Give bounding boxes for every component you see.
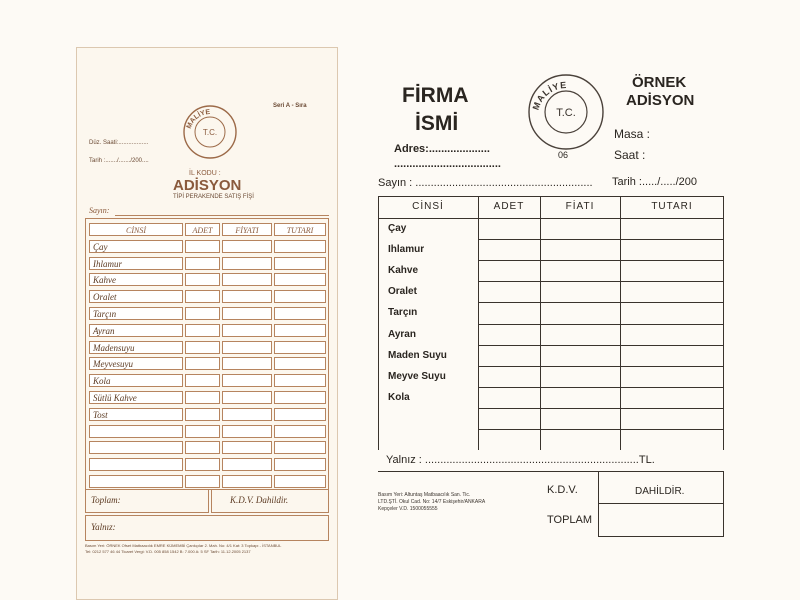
masa-field: Masa : bbox=[614, 127, 651, 141]
right-items-table bbox=[378, 196, 724, 450]
left-item-label: Tost bbox=[93, 409, 108, 420]
form-title: ADİSYON bbox=[173, 177, 242, 194]
left-item-cell bbox=[89, 341, 183, 354]
right-item-label: Maden Suyu bbox=[388, 349, 447, 361]
left-value-cell bbox=[274, 273, 326, 286]
seri-label: Seri A - Sıra bbox=[273, 103, 307, 109]
kdv-label: K.D.V. Dahildir. bbox=[230, 495, 289, 505]
adisyon-label: ADİSYON bbox=[626, 92, 695, 109]
printer-footer-line2: LTD.ŞTİ. Okul Cad. No: 14/7 Eskişehir/ANKARA bbox=[378, 499, 486, 505]
left-item-cell bbox=[89, 357, 183, 370]
kdv-label: K.D.V. bbox=[547, 484, 578, 496]
left-value-cell bbox=[274, 307, 326, 320]
adres-field: Adres:.................... bbox=[394, 143, 490, 155]
printer-footer-line1: Basım Yeri: ÖRNEK Ofset Matbaacılık EMRE KÜMEMBİ Çarıkçılar 2. Mah. No: 4/1 Kat: 3 Topkapı - İSTANBUL bbox=[85, 543, 282, 548]
ministry-seal bbox=[526, 72, 606, 152]
table-border-left bbox=[378, 196, 379, 450]
left-item-cell bbox=[89, 240, 183, 253]
left-item-cell bbox=[89, 290, 183, 303]
totals-box bbox=[598, 471, 724, 537]
form-subtitle: TİPİ PERAKENDE SATIŞ FİŞİ bbox=[173, 194, 254, 200]
kdv-box bbox=[211, 489, 329, 513]
left-item-label: Oralet bbox=[93, 292, 117, 303]
left-value-cell bbox=[274, 391, 326, 404]
left-value-cell bbox=[185, 391, 220, 404]
left-header-label: ADET bbox=[192, 226, 213, 235]
ministry-seal bbox=[182, 104, 238, 160]
yalniz-field: Yalnız : ......................................................................TL. bbox=[386, 454, 655, 466]
printer-footer bbox=[378, 492, 558, 532]
left-value-cell bbox=[274, 441, 326, 454]
left-header-label: CİNSİ bbox=[126, 226, 146, 235]
left-header-label: FİYATI bbox=[235, 226, 259, 235]
left-value-cell bbox=[185, 324, 220, 337]
left-header-cell bbox=[274, 223, 326, 236]
left-value-cell bbox=[274, 240, 326, 253]
left-value-cell bbox=[185, 257, 220, 270]
left-value-cell bbox=[222, 374, 272, 387]
yalniz-box bbox=[85, 515, 329, 541]
table-border-top bbox=[378, 196, 724, 197]
row-divider bbox=[478, 281, 724, 282]
left-header-cell bbox=[185, 223, 220, 236]
row-divider bbox=[478, 239, 724, 240]
left-value-cell bbox=[222, 357, 272, 370]
left-value-cell bbox=[222, 324, 272, 337]
right-item-label: Tarçın bbox=[388, 307, 418, 319]
left-item-cell bbox=[89, 374, 183, 387]
toplam-label: Toplam: bbox=[91, 495, 121, 505]
right-item-label: Ayran bbox=[388, 328, 416, 340]
left-value-cell bbox=[222, 290, 272, 303]
left-item-label: Kahve bbox=[93, 275, 116, 286]
il-kodu-label: İL KODU : bbox=[189, 170, 221, 177]
duz-saat-field: Düz. Saati:.................. bbox=[89, 140, 149, 146]
left-value-cell bbox=[222, 341, 272, 354]
left-item-cell bbox=[89, 307, 183, 320]
row-divider bbox=[478, 408, 724, 409]
left-value-cell bbox=[185, 357, 220, 370]
printer-footer bbox=[85, 543, 329, 569]
left-value-cell bbox=[222, 458, 272, 471]
printer-footer-line3: Kepçeler V.D. 1500055555 bbox=[378, 506, 438, 512]
sayin-field: Sayın : .......................................................... bbox=[378, 177, 593, 189]
left-item-cell bbox=[89, 391, 183, 404]
left-value-cell bbox=[274, 357, 326, 370]
left-item-cell bbox=[89, 324, 183, 337]
header-divider bbox=[378, 218, 724, 219]
dahildir-label: DAHİLDİR. bbox=[635, 486, 685, 497]
left-value-cell bbox=[222, 240, 272, 253]
right-item-label: Kahve bbox=[388, 265, 419, 277]
left-item-label: Madensuyu bbox=[93, 342, 135, 353]
left-value-cell bbox=[274, 290, 326, 303]
left-header-label: TUTARI bbox=[286, 226, 314, 235]
left-item-cell bbox=[89, 257, 183, 270]
left-item-cell bbox=[89, 458, 183, 471]
left-value-cell bbox=[274, 341, 326, 354]
left-value-cell bbox=[185, 374, 220, 387]
printer-footer-line2: Tel: 0212 577 46 44 Ticaret Vergi: V.D. 005 858 1542 B: 7.000 A: 5 SF Tarih: 11.12.2005 2137 bbox=[85, 549, 251, 554]
right-header-label: TUTARI bbox=[651, 201, 693, 212]
left-item-cell bbox=[89, 273, 183, 286]
left-item-label: Kola bbox=[93, 376, 111, 387]
left-value-cell bbox=[185, 475, 220, 488]
left-item-label: Sütlü Kahve bbox=[93, 393, 137, 403]
left-value-cell bbox=[185, 441, 220, 454]
svg-text:T.C.: T.C. bbox=[202, 128, 218, 137]
left-value-cell bbox=[274, 475, 326, 488]
sayin-label: Sayın: bbox=[89, 206, 110, 215]
left-value-cell bbox=[222, 307, 272, 320]
tarih-field: Tarih :...../...../200 bbox=[612, 176, 697, 188]
left-value-cell bbox=[222, 257, 272, 270]
left-item-cell bbox=[89, 408, 183, 421]
left-value-cell bbox=[185, 273, 220, 286]
right-receipt-form bbox=[352, 60, 752, 550]
left-header-cell bbox=[222, 223, 272, 236]
left-value-cell bbox=[222, 441, 272, 454]
yalniz-label: Yalnız: bbox=[91, 522, 116, 532]
left-value-cell bbox=[274, 257, 326, 270]
left-item-label: Ihlamur bbox=[93, 258, 122, 269]
left-value-cell bbox=[185, 307, 220, 320]
left-value-cell bbox=[185, 458, 220, 471]
svg-text:T.C.: T.C. bbox=[556, 107, 576, 119]
saat-field: Saat : bbox=[614, 148, 646, 162]
adres-field-line2: ................................... bbox=[394, 158, 501, 170]
seal-code: 06 bbox=[558, 150, 569, 160]
row-divider bbox=[478, 345, 724, 346]
row-divider bbox=[478, 366, 724, 367]
left-value-cell bbox=[222, 425, 272, 438]
right-header-label: CİNSİ bbox=[412, 201, 444, 212]
totals-divider bbox=[599, 503, 723, 504]
left-item-cell bbox=[89, 425, 183, 438]
left-value-cell bbox=[185, 408, 220, 421]
left-value-cell bbox=[222, 475, 272, 488]
right-header-label: FİATI bbox=[565, 201, 595, 212]
left-value-cell bbox=[222, 391, 272, 404]
left-header-cell bbox=[89, 223, 183, 236]
toplam-label: TOPLAM bbox=[547, 514, 593, 526]
right-header-label: ADET bbox=[493, 201, 525, 212]
row-divider bbox=[478, 260, 724, 261]
left-item-label: Ayran bbox=[93, 325, 115, 336]
right-item-label: Oralet bbox=[388, 286, 417, 298]
left-receipt-form bbox=[76, 47, 338, 600]
left-value-cell bbox=[185, 341, 220, 354]
left-value-cell bbox=[274, 425, 326, 438]
left-value-cell bbox=[185, 425, 220, 438]
left-item-cell bbox=[89, 441, 183, 454]
row-divider bbox=[478, 429, 724, 430]
sayin-line bbox=[115, 215, 329, 216]
row-divider bbox=[478, 302, 724, 303]
printer-footer-line1: Basım Yeri: Altuntaş Matbaacılık San. Tic. bbox=[378, 492, 471, 498]
right-item-label: Ihlamur bbox=[388, 244, 425, 256]
left-item-cell bbox=[89, 475, 183, 488]
right-item-label: Çay bbox=[388, 223, 407, 234]
left-value-cell bbox=[185, 290, 220, 303]
row-divider bbox=[478, 324, 724, 325]
firma-label: FİRMA bbox=[402, 84, 469, 107]
left-value-cell bbox=[274, 324, 326, 337]
svg-text:MALİYE: MALİYE bbox=[185, 108, 211, 130]
left-value-cell bbox=[222, 408, 272, 421]
left-item-label: Tarçın bbox=[93, 309, 117, 319]
svg-text:MALİYE: MALİYE bbox=[530, 79, 568, 112]
left-value-cell bbox=[274, 374, 326, 387]
left-item-label: Meyvesuyu bbox=[93, 359, 133, 370]
left-items-table bbox=[85, 218, 329, 490]
tarih-field: Tarih :......./......./200.... bbox=[89, 158, 149, 164]
left-value-cell bbox=[222, 273, 272, 286]
isim-label: İSMİ bbox=[415, 112, 459, 135]
right-item-label: Kola bbox=[388, 391, 410, 403]
left-value-cell bbox=[274, 408, 326, 421]
left-item-label: Çay bbox=[93, 241, 108, 252]
left-value-cell bbox=[185, 240, 220, 253]
toplam-box bbox=[85, 489, 209, 513]
row-divider bbox=[478, 387, 724, 388]
left-value-cell bbox=[274, 458, 326, 471]
right-item-label: Meyve Suyu bbox=[388, 370, 446, 382]
ornek-label: ÖRNEK bbox=[632, 74, 687, 91]
